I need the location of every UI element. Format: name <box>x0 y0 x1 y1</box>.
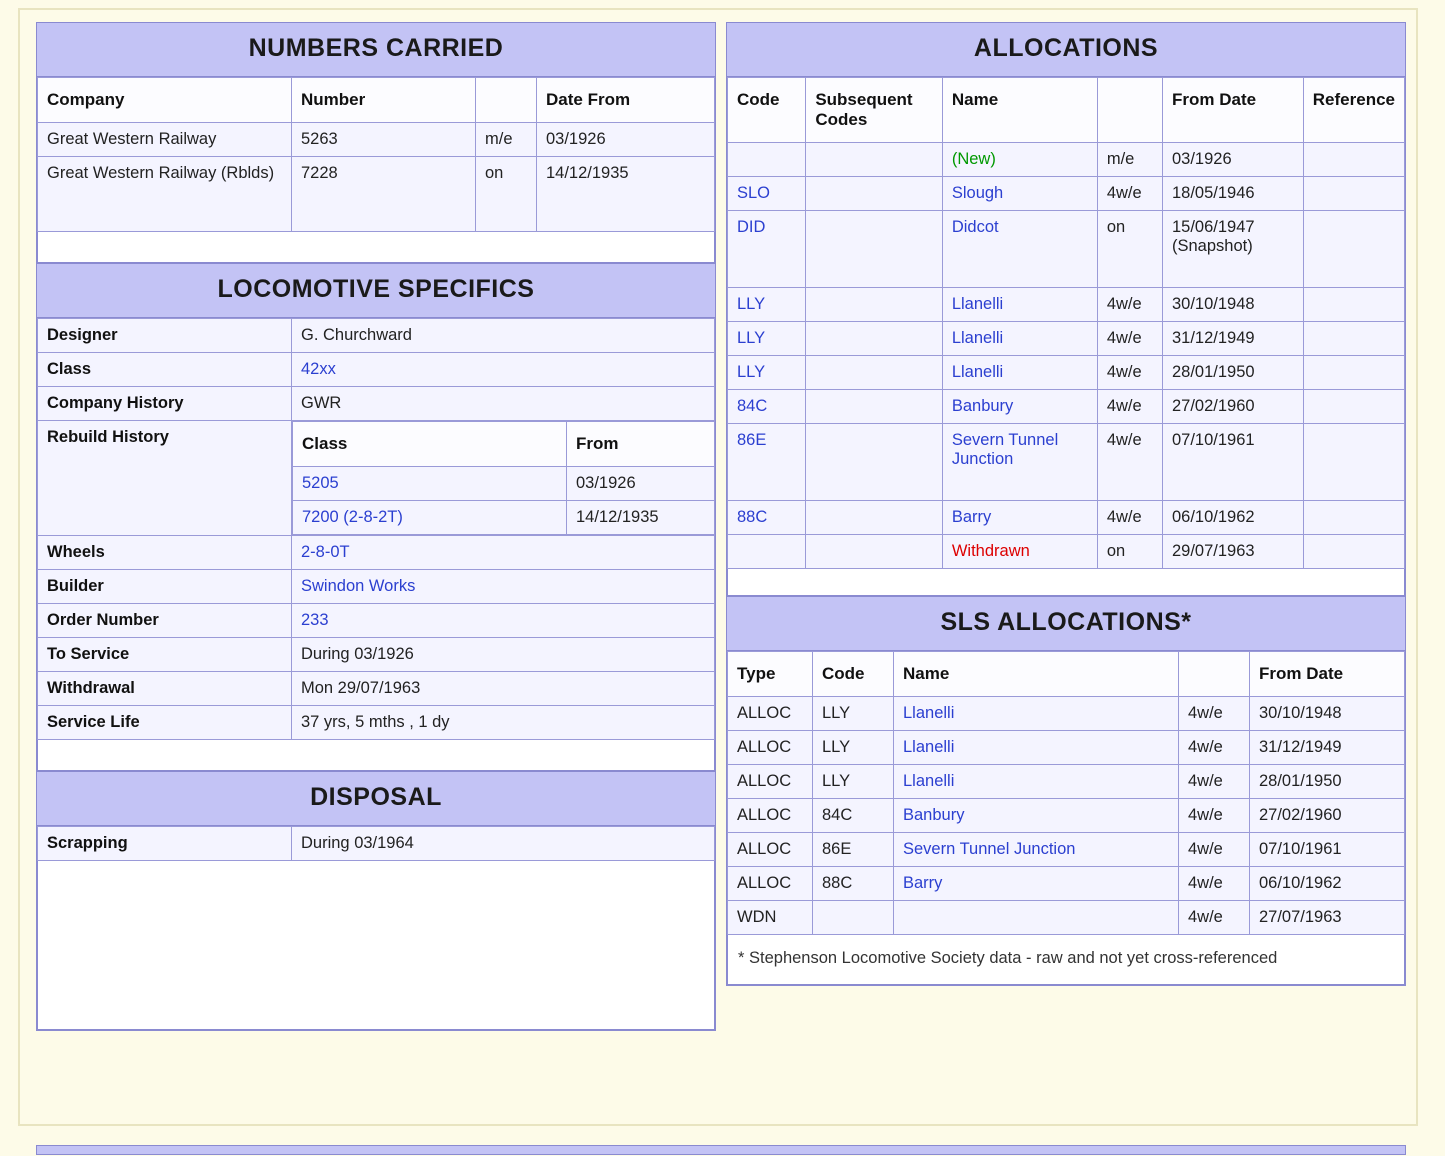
alloc-qualifier: 4w/e <box>1097 390 1162 424</box>
table-row <box>38 672 715 706</box>
alloc-qualifier: 4w/e <box>1097 177 1162 211</box>
table-row <box>728 322 1405 356</box>
table-row <box>38 319 715 353</box>
alloc-subsequent <box>806 390 943 424</box>
locomotive-specifics-panel <box>36 263 716 772</box>
alloc-name[interactable]: Llanelli <box>942 288 1097 322</box>
table-row <box>728 356 1405 390</box>
sls-qualifier: 4w/e <box>1179 867 1250 901</box>
alloc-reference <box>1303 143 1404 177</box>
alloc-name[interactable]: Llanelli <box>942 356 1097 390</box>
alloc-subsequent <box>806 424 943 501</box>
sls-allocations-table <box>727 651 1405 935</box>
sls-qualifier: 4w/e <box>1179 833 1250 867</box>
wheels-value[interactable]: 2-8-0T <box>292 536 715 570</box>
th-qualifier <box>1097 78 1162 143</box>
th-reference: Reference <box>1303 78 1404 143</box>
sls-from-date: 06/10/1962 <box>1250 867 1405 901</box>
th-qualifier <box>476 78 537 123</box>
sls-qualifier: 4w/e <box>1179 799 1250 833</box>
th-number: Number <box>292 78 476 123</box>
alloc-subsequent <box>806 143 943 177</box>
company-history-label: Company History <box>38 387 292 421</box>
table-header-row <box>293 422 715 467</box>
company-history-value: GWR <box>292 387 715 421</box>
alloc-reference <box>1303 288 1404 322</box>
sls-code <box>813 901 894 935</box>
alloc-code[interactable]: 86E <box>728 424 806 501</box>
alloc-reference <box>1303 211 1404 288</box>
alloc-qualifier: m/e <box>1097 143 1162 177</box>
sls-code: LLY <box>813 697 894 731</box>
alloc-subsequent <box>806 322 943 356</box>
rebuild-history-table <box>292 421 715 535</box>
designer-label: Designer <box>38 319 292 353</box>
date-from-value: 03/1926 <box>537 123 715 157</box>
class-label: Class <box>38 353 292 387</box>
wheels-label: Wheels <box>38 536 292 570</box>
table-row <box>38 638 715 672</box>
table-row <box>38 421 715 536</box>
right-column <box>726 22 1406 986</box>
alloc-code[interactable]: LLY <box>728 356 806 390</box>
sls-from-date: 28/01/1950 <box>1250 765 1405 799</box>
alloc-from-date: 28/01/1950 <box>1163 356 1304 390</box>
sls-from-date: 07/10/1961 <box>1250 833 1405 867</box>
sls-code: 88C <box>813 867 894 901</box>
panel-spacer <box>37 740 715 771</box>
table-row <box>728 901 1405 935</box>
table-row <box>728 697 1405 731</box>
sls-from-date: 31/12/1949 <box>1250 731 1405 765</box>
th-code: Code <box>813 652 894 697</box>
table-row <box>293 501 715 535</box>
alloc-qualifier: 4w/e <box>1097 322 1162 356</box>
sls-type: ALLOC <box>728 697 813 731</box>
table-row <box>38 827 715 861</box>
scrapping-label: Scrapping <box>38 827 292 861</box>
table-row <box>38 570 715 604</box>
table-row <box>728 765 1405 799</box>
withdrawal-value: Mon 29/07/1963 <box>292 672 715 706</box>
sls-name[interactable]: Llanelli <box>894 731 1179 765</box>
th-rebuild-from: From <box>567 422 715 467</box>
table-row <box>728 731 1405 765</box>
table-row <box>728 867 1405 901</box>
alloc-subsequent <box>806 356 943 390</box>
designer-value: G. Churchward <box>292 319 715 353</box>
sls-name[interactable]: Banbury <box>894 799 1179 833</box>
table-row <box>728 833 1405 867</box>
table-row <box>728 390 1405 424</box>
left-column <box>36 22 716 1031</box>
sls-code: LLY <box>813 765 894 799</box>
sls-type: ALLOC <box>728 833 813 867</box>
to-service-value: During 03/1926 <box>292 638 715 672</box>
alloc-qualifier: on <box>1097 535 1162 569</box>
sls-from-date: 30/10/1948 <box>1250 697 1405 731</box>
alloc-code[interactable]: 84C <box>728 390 806 424</box>
alloc-reference <box>1303 535 1404 569</box>
sls-code: 86E <box>813 833 894 867</box>
company-value: Great Western Railway (Rblds) <box>38 157 292 232</box>
th-rebuild-class: Class <box>293 422 567 467</box>
sls-from-date: 27/07/1963 <box>1250 901 1405 935</box>
alloc-subsequent <box>806 288 943 322</box>
table-row <box>38 353 715 387</box>
alloc-from-date: 31/12/1949 <box>1163 322 1304 356</box>
alloc-qualifier: on <box>1097 211 1162 288</box>
sls-qualifier: 4w/e <box>1179 697 1250 731</box>
th-company: Company <box>38 78 292 123</box>
sls-allocations-panel <box>726 596 1406 986</box>
alloc-reference <box>1303 501 1404 535</box>
company-value: Great Western Railway <box>38 123 292 157</box>
sls-type: ALLOC <box>728 867 813 901</box>
alloc-from-date: 29/07/1963 <box>1163 535 1304 569</box>
alloc-from-date: 07/10/1961 <box>1163 424 1304 501</box>
th-from-date: From Date <box>1250 652 1405 697</box>
alloc-from-date: 27/02/1960 <box>1163 390 1304 424</box>
table-row <box>728 424 1405 501</box>
alloc-subsequent <box>806 177 943 211</box>
numbers-carried-table <box>37 77 715 232</box>
alloc-reference <box>1303 177 1404 211</box>
order-number-value[interactable]: 233 <box>292 604 715 638</box>
alloc-qualifier: 4w/e <box>1097 288 1162 322</box>
table-row <box>38 157 715 232</box>
alloc-from-date: 06/10/1962 <box>1163 501 1304 535</box>
table-row <box>728 177 1405 211</box>
th-name: Name <box>942 78 1097 143</box>
alloc-reference <box>1303 356 1404 390</box>
alloc-qualifier: 4w/e <box>1097 356 1162 390</box>
table-row <box>728 535 1405 569</box>
alloc-name[interactable]: Severn Tunnel Junction <box>942 424 1097 501</box>
alloc-name[interactable]: Banbury <box>942 390 1097 424</box>
alloc-name[interactable]: Didcot <box>942 211 1097 288</box>
builder-value[interactable]: Swindon Works <box>292 570 715 604</box>
alloc-code[interactable]: LLY <box>728 288 806 322</box>
table-header-row <box>38 78 715 123</box>
alloc-code[interactable] <box>728 143 806 177</box>
sls-qualifier: 4w/e <box>1179 731 1250 765</box>
withdrawal-label: Withdrawal <box>38 672 292 706</box>
sls-allocations-title: SLS ALLOCATIONS* <box>727 597 1405 651</box>
table-row <box>38 706 715 740</box>
sls-name[interactable]: Llanelli <box>894 765 1179 799</box>
rebuild-from-value: 03/1926 <box>567 467 715 501</box>
alloc-code[interactable]: DID <box>728 211 806 288</box>
th-type: Type <box>728 652 813 697</box>
numbers-carried-panel <box>36 22 716 264</box>
table-row <box>293 467 715 501</box>
rebuild-history-cell <box>292 421 715 536</box>
th-code: Code <box>728 78 806 143</box>
disposal-panel <box>36 771 716 1031</box>
alloc-from-date: 15/06/1947 (Snapshot) <box>1163 211 1304 288</box>
qualifier-value: m/e <box>476 123 537 157</box>
table-row <box>38 387 715 421</box>
th-name: Name <box>894 652 1179 697</box>
alloc-code[interactable]: SLO <box>728 177 806 211</box>
sls-name[interactable]: Severn Tunnel Junction <box>894 833 1179 867</box>
sls-name[interactable]: Llanelli <box>894 697 1179 731</box>
sls-footnote: * Stephenson Locomotive Society data - raw and not yet cross-referenced <box>727 935 1405 985</box>
rebuild-history-label: Rebuild History <box>38 421 292 536</box>
sls-qualifier: 4w/e <box>1179 901 1250 935</box>
alloc-code[interactable]: LLY <box>728 322 806 356</box>
number-value: 5263 <box>292 123 476 157</box>
alloc-reference <box>1303 322 1404 356</box>
rebuild-class-value[interactable]: 7200 (2-8-2T) <box>293 501 567 535</box>
alloc-reference <box>1303 424 1404 501</box>
sls-qualifier: 4w/e <box>1179 765 1250 799</box>
table-row <box>38 604 715 638</box>
alloc-name: Withdrawn <box>942 535 1097 569</box>
alloc-subsequent <box>806 211 943 288</box>
order-number-label: Order Number <box>38 604 292 638</box>
panel-spacer <box>37 232 715 263</box>
table-row <box>38 123 715 157</box>
th-from-date: From Date <box>1163 78 1304 143</box>
sls-code: LLY <box>813 731 894 765</box>
alloc-qualifier: 4w/e <box>1097 424 1162 501</box>
sls-type: ALLOC <box>728 765 813 799</box>
table-header-row <box>728 652 1405 697</box>
sls-type: WDN <box>728 901 813 935</box>
alloc-from-date: 30/10/1948 <box>1163 288 1304 322</box>
sls-type: ALLOC <box>728 799 813 833</box>
alloc-code[interactable]: 88C <box>728 501 806 535</box>
locomotive-specifics-table <box>37 318 715 740</box>
sls-type: ALLOC <box>728 731 813 765</box>
panel-filler <box>37 861 715 1030</box>
locomotive-specifics-title: LOCOMOTIVE SPECIFICS <box>37 264 715 318</box>
service-life-value: 37 yrs, 5 mths , 1 dy <box>292 706 715 740</box>
th-subsequent-codes: Subsequent Codes <box>806 78 943 143</box>
allocations-table <box>727 77 1405 569</box>
sls-name[interactable]: Barry <box>894 867 1179 901</box>
table-row <box>728 288 1405 322</box>
th-qualifier <box>1179 652 1250 697</box>
sls-from-date: 27/02/1960 <box>1250 799 1405 833</box>
alloc-from-date: 03/1926 <box>1163 143 1304 177</box>
panel-filler <box>727 569 1405 596</box>
scrapping-value: During 03/1964 <box>292 827 715 861</box>
service-life-label: Service Life <box>38 706 292 740</box>
bottom-strip <box>36 1145 1406 1155</box>
table-header-row <box>728 78 1405 143</box>
table-row <box>728 799 1405 833</box>
to-service-label: To Service <box>38 638 292 672</box>
alloc-code[interactable] <box>728 535 806 569</box>
class-value[interactable]: 42xx <box>292 353 715 387</box>
number-value: 7228 <box>292 157 476 232</box>
table-row <box>728 143 1405 177</box>
alloc-from-date: 18/05/1946 <box>1163 177 1304 211</box>
alloc-subsequent <box>806 501 943 535</box>
allocations-title: ALLOCATIONS <box>727 23 1405 77</box>
alloc-name: (New) <box>942 143 1097 177</box>
numbers-carried-title: NUMBERS CARRIED <box>37 23 715 77</box>
disposal-title: DISPOSAL <box>37 772 715 826</box>
table-row <box>728 501 1405 535</box>
th-date-from: Date From <box>537 78 715 123</box>
sls-name <box>894 901 1179 935</box>
alloc-name[interactable]: Llanelli <box>942 322 1097 356</box>
rebuild-from-value: 14/12/1935 <box>567 501 715 535</box>
disposal-table <box>37 826 715 861</box>
sls-code: 84C <box>813 799 894 833</box>
two-column-layout <box>36 22 1406 1031</box>
alloc-subsequent <box>806 535 943 569</box>
date-from-value: 14/12/1935 <box>537 157 715 232</box>
builder-label: Builder <box>38 570 292 604</box>
table-row <box>728 211 1405 288</box>
alloc-qualifier: 4w/e <box>1097 501 1162 535</box>
allocations-panel <box>726 22 1406 597</box>
qualifier-value: on <box>476 157 537 232</box>
rebuild-class-value[interactable]: 5205 <box>293 467 567 501</box>
alloc-name[interactable]: Slough <box>942 177 1097 211</box>
alloc-name[interactable]: Barry <box>942 501 1097 535</box>
alloc-reference <box>1303 390 1404 424</box>
table-row <box>38 536 715 570</box>
